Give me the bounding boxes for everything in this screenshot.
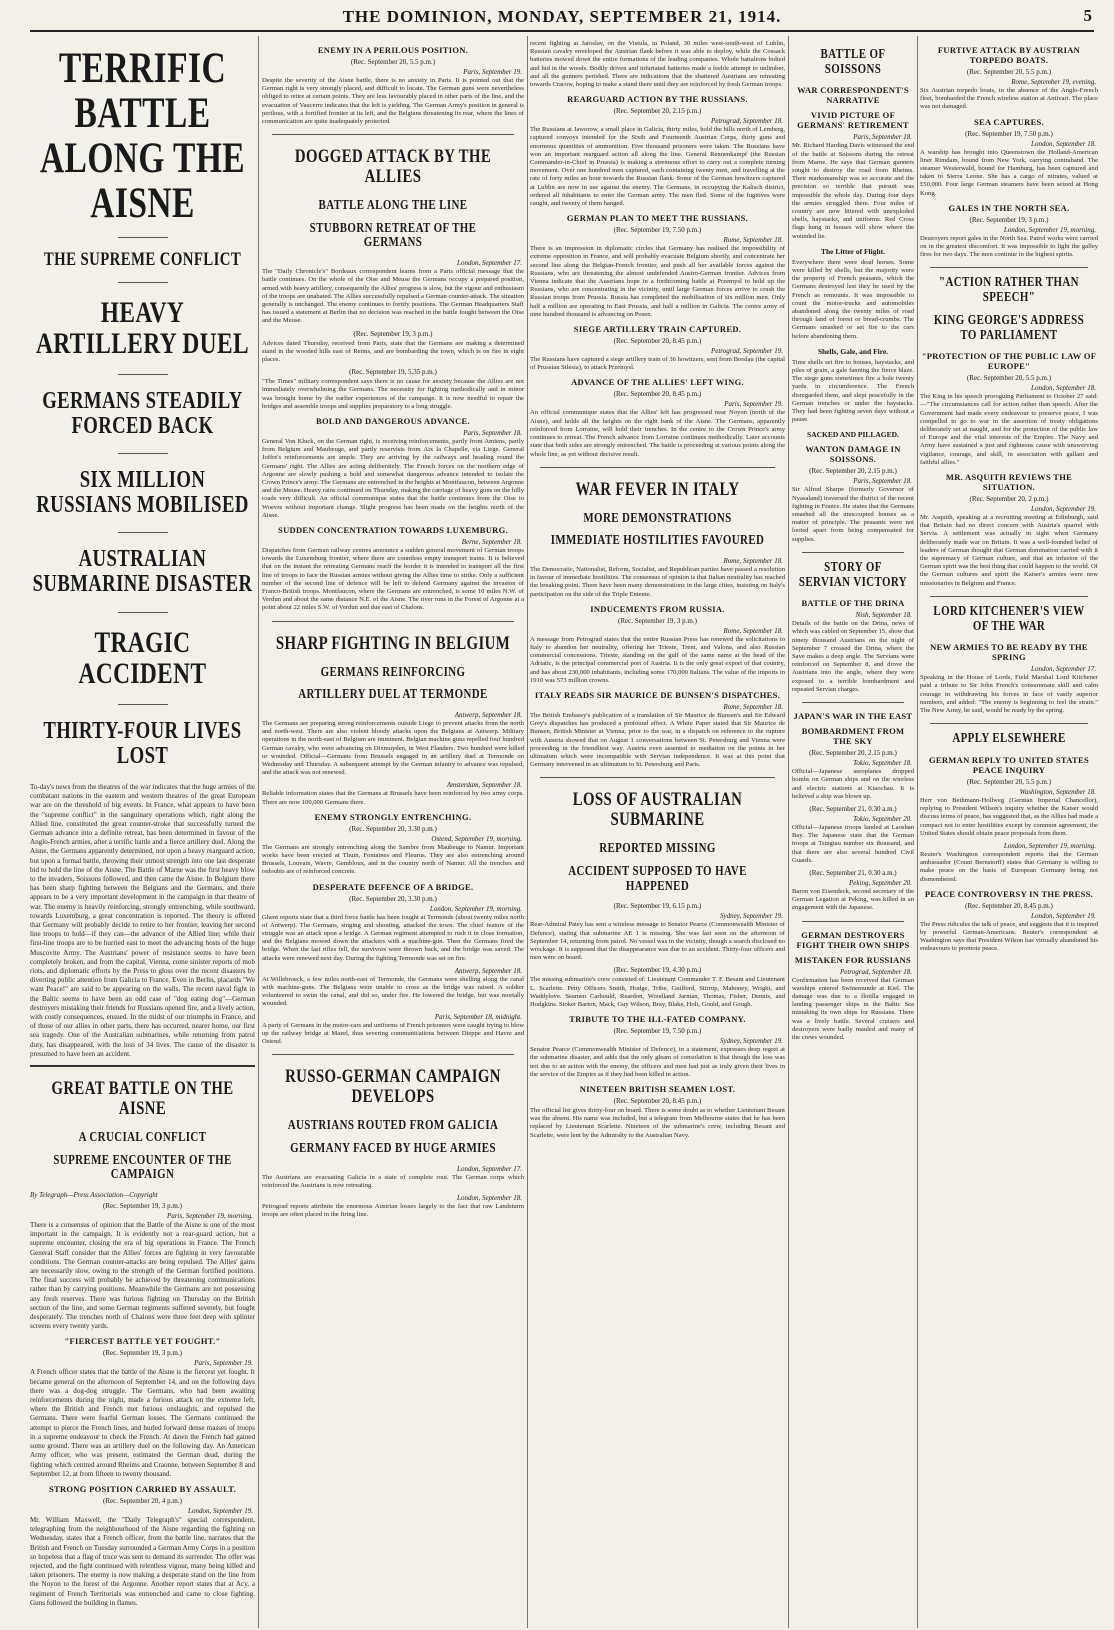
article-text: There is a consensus of opinion that the Battle of the Aisne is one of the most important in the campaign. It is evidently not a rear-guard action, but a supreme encounter, closing the era of big operations in France. The French General Staff consider that the Allies' forces are fighting in very favourable conditions. The German counter-attacks are being repulsed. The Allies' gains are necessarily slow, owing to the strength of the German fortified positions. The final success will probably be achieved by threatening communications rather than by carrying positions. Meanwhile the Germans are not possessing any fresh reserves. There was furious fighting on Thursday on the British section of the line, and some German regiments suffered severely, but fought desperately. The trenches north of Chalons were three feet deep with splinter screens every twenty yards. [30, 1221, 255, 1331]
article-text: The Germans are strongly entrenching along the Sambre from Maubeuge to Namur. Important works have been erected at Thuin, Fontaines and Fleurus. They are also entrenching around Brussels, Louvain, Wavre, Gembloux, and in the country north of Namur. All the trenches and redoubts are of reinforced concrete. [262, 843, 524, 876]
article-text: Six Austrian torpedo boats, in the absence of the Anglo-French fleet, bombarded the French wireless station at Antivari. The place was not damaged. [920, 87, 1098, 111]
subheading: INDUCEMENTS FROM RUSSIA. [590, 603, 725, 614]
headline: IMMEDIATE HOSTILITIES FAVOURED [550, 533, 765, 549]
subheading: MISTAKEN FOR RUSSIANS [794, 954, 912, 965]
article-text: Confirmation has been received that German warships entered Swinemunde at Kiel. The damage was due to a flotilla engaged in landing passenger ships in the Baltic Sea mistaking its own ships for Russians. There was a lively battle. Several cruisers and destroyers were badly mauled and many of the crews wounded. [792, 976, 914, 1041]
article-text: Mr. Asquith, speaking at a recruiting meeting at Edinburgh, said that Britain had no direct concern with Austria's quarrel with Servia. A settlement was actually in sight when Germany deliberately made war on Britain. It was a well-founded belief of leaders of German thought that German domination carried with it the supremacy of German culture, and that an infusion of the German spirit was the best thing that could happen to the world. Of the German cultures and spirit the Kaiser's armies were now missionaries in Belgium and France. [920, 514, 1098, 587]
headline: STORY OF SERVIAN VICTORY [798, 559, 908, 590]
divider [802, 552, 904, 553]
headline: AUSTRIANS ROUTED FROM GALICIA [287, 1118, 499, 1134]
article-text: Everywhere there were dead horses. Some were killed by shells, but the majority were the property of French peasants, which the Germans destroyed lest they be used by the French as remounts. It was impossible to count the motor-trucks and automobiles abandoned along the twenty miles of road through land of forest or bread-crumbs. The Germans smashed or set fire to the cars before abandoning them. [792, 258, 914, 340]
column-4 [792, 40, 914, 1628]
headline: MORE DEMONSTRATIONS [583, 510, 732, 526]
headline: HEAVY ARTILLERY DUEL [36, 295, 249, 360]
dateline: Paris, September 19. [724, 400, 783, 409]
dateline: London, September 19, morning. [429, 904, 522, 913]
received-line: (Rec. September 20, 8.45 p.m.) [965, 901, 1053, 910]
dateline: London, September 19. [1031, 911, 1096, 920]
dateline: Rome, September 19, evening. [1011, 78, 1096, 86]
article-text: The Russians have captured a siege artillery train of 36 howitzers, sent from Breslau (the capital of Prussian Silesia), to attack Przemysl. [530, 356, 785, 372]
article-text: To-day's news from the theatres of the war indicates that the huge armies of the combatant nations in the eastern and western theatres of the great European war are on the threshold of big events. In France, what appears to have been the "supreme conflict" in the sanguinary operations which, right along the Allied line, constituted the great counter-stroke that successfully turned the German advance into a definite retreat, has been determined in favour of the Anglo-French armies, after a terrific battle and a fierce artillery duel. Along the Aisne, the Germans apparently determined, not upon a heavy rearguard action, but upon a formal battle, throwing their utmost strength into one last desperate bid to hold the line of the Aisne. The Battle of Marne was the first heavy blow to the invaders, Soissons followed, and then came the Aisne. In Belgium there has been sharp fighting between the Belgians and the Germans, and there appears to be a very important development in the campaign in that theatre of war. The enemy is heavily reinforcing, strongly entrenching, while southward, towards Luxemburg, a great concentration is reported. The theory is offered that Germany will probably decide to retire to her frontier, leaving her second line troops to hold—if they can—the advance of the Allied line; while their first-line troops are to be hurried east to meet the advancing hosts of the huge Muscovite Army. The Austrians' power of resistance seems to have been completely broken, and from the capital, Vienna, come sinister reports of mob riots, and diplomatic efforts by the Press to gloss over the recent disasters by diverting public attention from Galicia to France. Even in Berlin, placards "We want Peace!" are said to be appearing on the walls. The recent naval fight in the Baltic seems to have been an odd case of "dog eating dog"—German destroyers mistaking their friends for Russians opened fire, and a lively action, with costly consequences, ensued. In the midst of our triumphs in France, and of those of our allies in other parts, there has occurred, nearer home, our first sea tragedy. One of the Australian submarines, while returning from patrol duty, has disappeared, with the loss of 34 lives. The cause of the disaster is presumed to have been an accident. [30, 783, 255, 1058]
page-number: 5 [1083, 6, 1092, 25]
received-line: (Rec. September 20, 5.5 p.m.) [350, 58, 436, 66]
side-heading: The Litter of Flight. [820, 246, 886, 256]
received-line: (Rec. September 20, 2.15 p.m.) [809, 749, 897, 758]
dateline: Sydney, September 19. [720, 912, 783, 921]
column-2 [262, 40, 524, 1628]
received-line: (Rec. September 19, 5.35 p.m.) [349, 368, 437, 377]
subheading: ENEMY IN A PERILOUS POSITION. [317, 45, 469, 55]
article-text: The King in his speech proroguing Parliament to October 27 said:—"The circumstances call for action rather than speech. After the Government had made every endeavour to preserve peace, I was compelled to go to war in the assertion of treaty obligations deliberately set at naught, and for the protection of the public law of Europe and the vital interests of the Empire. The Navy and Army have sustained a just and righteous cause with unswerving vigilance, courage, and skill, in association with gallant and faithful allies." [920, 393, 1098, 466]
article-text: An official communique states that the Allies' left has progressed near Noyon (north of the Aisne), and holds all the heights on the right bank of the Aisne. The Germans, apparently reinforced from Lorraine, will hold their trenches. In the centre to the Crown Prince's army continues to retreat. The French advance from Lorraine continues methodically. Later accounts state that both sides are strongly entrenched. The battle is proceeding at various points along the whole line, as yet without decisive result. [530, 409, 785, 458]
article-text: Advices dated Thursday, received from Paris, state that the Germans are making a determined stand in the wooded hills east of Reims, and are bombarding the town, which is on fire in eight places. [262, 339, 524, 363]
article-text: Herr von Bethmann-Hollweg (German Imperial Chancellor), replying to President Wilson's inquiry whether the Kaiser would discuss terms of peace, has suggested that, as the Allies had made a compact not to enter hostilities except by common agreement, the United States should obtain peace proposals from them. [920, 796, 1098, 837]
subheading: GERMAN PLAN TO MEET THE RUSSIANS. [566, 213, 749, 224]
dateline: Rome, September 18. [723, 236, 783, 245]
column-5 [920, 40, 1098, 1628]
headline: KING GEORGE'S ADDRESS TO PARLIAMENT [933, 312, 1085, 343]
headline: BATTLE ALONG THE LINE [318, 198, 468, 214]
received-line: (Rec. September 19, 3 p.m.) [618, 616, 697, 625]
subheading: PEACE CONTROVERSY IN THE PRESS. [924, 888, 1094, 899]
headline: RUSSO-GERMAN CAMPAIGN DEVELOPS [285, 1066, 501, 1108]
subheading: WANTON DAMAGE IN SOISSONS. [805, 444, 901, 465]
dateline: London, September 17. [1031, 665, 1096, 674]
dateline: Paris, September 18, midnight. [434, 1012, 522, 1021]
received-line: (Rec. September 20, 3.30 p.m.) [349, 824, 437, 833]
side-heading: SACKED AND PILLAGED. [807, 430, 899, 440]
article-text: The Russians at Jaworow, a small place in Galicia, thirty miles, hold the hills north of Lemberg, captured convoys intended for the Sixth and Fourteenth Austrian Corps, thirty guns and enormous quantities of ammunition. Five thousand prisoners were taken. The Russians have won an important rearguard action all along the line. General Rennenkampf (the Russian Commander-in-Chief in Prussia) is making a strenuous effort to carry out a complete turning movement. Over one hundred men captured, each containing twenty men, and travelling at the rate of forty miles an hour towards the Russian flank. Some of the German howitzers captured at Lublin are now in use against the enemy. The Germans, in occupying the Kalisch district, ordered all inhabitants to enter the German army. The men fled. Some of the fugitives were caught, and twenty of them hanged. [530, 126, 785, 208]
received-line: (Rec. September 20, 5.5 p.m.) [966, 68, 1052, 76]
article-text: Official—Japanese troops landed at Laoshan Bay. The Japanese state that the German troops at Tsingtau number six thousand, and that there are also several hundred Civil Guards. [792, 823, 914, 864]
subheading: DESPERATE DEFENCE OF A BRIDGE. [312, 881, 474, 892]
dateline: London, September 17. [457, 1164, 522, 1173]
dateline: London, September 18. [457, 1193, 522, 1202]
article-text: Reuter's Washington correspondent reports that the German ambassador (Count Bernstorff) states that Germany is willing to make peace on the basis of European Germany being not dismembered. [920, 850, 1098, 883]
headline: AUSTRALIAN SUBMARINE DISASTER [32, 546, 253, 598]
article-text: "The Times" military correspondent says there is no cause for anxiety because the Allies are not immediately overwhelming the Germans. The necessity for fighting methodically and in minor was brought home by the earlier experiences of the campaign. It is now needful to repair the bridges and assemble troops and supplies preparatory to a long struggle. [262, 378, 524, 410]
dateline: Washington, September 18. [1019, 787, 1096, 796]
dateline: Paris, September 18. [463, 429, 522, 437]
dateline: London, September 18. [1031, 139, 1096, 148]
subheading: REARGUARD ACTION BY THE RUSSIANS. [567, 94, 748, 105]
received-line: (Rec. September 20, 2 p.m.) [969, 495, 1049, 504]
received-line: (Rec. September 20, 2.15 p.m.) [613, 107, 702, 116]
dateline: Petrograd, September 18. [839, 967, 912, 976]
masthead [30, 4, 1094, 32]
subheading: MR. ASQUITH REVIEWS THE SITUATION. [945, 472, 1073, 493]
article-text: A warship has brought into Queenstown the Holland-American liner Rimdam, bound from New York, carrying contraband. The steamer Westerwald, bound for Hamburg, has been captured and taken to Sierra Leone. She has a cargo of nitrates, valued at £50,000. Four large German steamers have been seized at Hong Kong. [920, 148, 1098, 197]
article-text: Sir Alfred Sharpe (formerly Governor of Nyasaland) traversed the district of the recent fighting in France. He states that the Germans smashed all the unoccupied houses as a matter of principle. The peasants were not looted apart from being compensated for supplies. [792, 486, 914, 543]
dateline: Tokio, September 20. [853, 814, 912, 823]
received-line: (Rec. September 19, 3 p.m.) [103, 1202, 182, 1211]
headline: SIX MILLION RUSSIANS MOBILISED [36, 466, 249, 519]
received-line: (Rec. September 19, 7.50 p.m.) [613, 226, 702, 235]
headline: STUBBORN RETREAT OF THE GERMANS [309, 220, 477, 251]
received-line: (Rec. September 20, 2.15 p.m.) [809, 467, 897, 476]
dateline: Rome, September 18. [723, 557, 783, 566]
headline: TRAGIC ACCIDENT [78, 625, 207, 691]
column-rule [258, 36, 259, 1628]
side-heading: Shells, Gale, and Fire. [817, 346, 889, 356]
article-text: General Von Kluck, on the German right, is receiving reinforcements, partly from Amiens, partly from Belgium and Maubeuge, and partly reservists from Aix la Chapelle, via Liege. General Joffre's reinforcements are ample. They are arriving by the railways and heading round the Germans' right. The Allies are acting deliberately. The French forces on the northern edge of Argonne are slowly pushing a bold and somewhat dangerous advance intended to isolate the Crown Prince's army. The Germans are entrenched in the heights at Montfaucon, between Argonne and the Meuse. Heavy rains continued on Thursday, making the carriage of heavy guns on the hilly roads very difficult. An official communique states that the battle continues from the Oise to Woevre without important change. Slight progress has been made on the heights north of the Aisne. [262, 438, 524, 519]
headline: DOGGED ATTACK BY THE ALLIES [294, 146, 492, 188]
dateline: London, September 17. [457, 259, 522, 268]
subheading: GERMAN DESTROYERS FIGHT THEIR OWN SHIPS [796, 929, 910, 950]
subheading: TRIBUTE TO THE ILL-FATED COMPANY. [569, 1014, 746, 1025]
divider [30, 1065, 255, 1067]
dateline: Sydney, September 19. [720, 1037, 783, 1046]
article-text: The Germans are preparing strong reinforcements outside Liege to prevent attacks from the north and north-west. There are also violent bloody attacks upon the Belgians at Antwerp. Military operations in the north-east of Belgium are imminent. Belgian machine guns repelled four hundred German cavalry, who were advancing on Dixmuyden, in West Flanders. Two hundred were killed or wounded. Official—Germans from Brussels engaged in an artillery duel at Termonde on Wednesday and Thursday. A subsequent attempt by the German infantry to advance was repulsed, and the attack was not renewed. [262, 719, 524, 777]
subheading: ITALY READS SIR MAURICE DE BUNSEN'S DISPATCHES. [534, 690, 781, 701]
subheading: BOMBARDMENT FROM THE SKY [801, 726, 905, 747]
headline: LOSS OF AUSTRALIAN SUBMARINE [572, 789, 743, 831]
headline: REPORTED MISSING [599, 841, 716, 857]
received-line: (Rec. September 20, 3.30 p.m.) [349, 894, 437, 903]
subheading: WAR CORRESPONDENT'S NARRATIVE [797, 85, 909, 106]
article-text: A party of Germans in the motor-cars and uniforms of French prisoners were caught trying to blow up the railway bridge at Mazel, thus severing communications between Dieppe and Havre and Ostend. [262, 1021, 524, 1046]
divider [930, 596, 1088, 597]
headline: APPLY ELSEWHERE [952, 731, 1066, 747]
headline: ACCIDENT SUPPOSED TO HAVE HAPPENED [568, 864, 747, 894]
separator [118, 612, 168, 613]
subheading: JAPAN'S WAR IN THE EAST [793, 711, 913, 722]
received-line: (Rec. September 20, 5.5 p.m.) [966, 374, 1052, 383]
headline: THIRTY-FOUR LIVES LOST [43, 717, 242, 769]
received-line: (Rec. September 19, 7.50 p.m.) [613, 1027, 702, 1036]
subheading: STRONG POSITION CARRIED BY ASSAULT. [48, 1483, 237, 1494]
dateline: Antwerp, September 18. [454, 710, 522, 719]
headline: SUPREME ENCOUNTER OF THE CAMPAIGN [53, 1152, 232, 1183]
dateline: Petrograd, September 18. [710, 117, 783, 126]
subheading: "FIERCEST BATTLE YET FOUGHT." [64, 1336, 221, 1347]
subheading: BATTLE OF THE DRINA [801, 598, 905, 609]
received-line: (Rec. September 21, 0.30 a.m.) [809, 868, 897, 877]
headline: GREAT BATTLE ON THE AISNE [51, 1078, 234, 1120]
headline: A CRUCIAL CONFLICT [78, 1129, 207, 1145]
dateline: Paris, September 19. [194, 1359, 253, 1368]
subheading: NINETEEN BRITISH SEAMEN LOST. [579, 1084, 736, 1095]
dateline: London, September 19, morning. [1003, 225, 1096, 234]
dateline: Antwerp, September 18. [454, 966, 522, 975]
subheading: NEW ARMIES TO BE READY BY THE SPRING [930, 642, 1088, 663]
received-line: (Rec. September 20, 8.45 p.m.) [613, 337, 702, 346]
dateline: Berne, September 18. [461, 538, 522, 547]
dateline: Nish, September 18. [855, 611, 912, 620]
article-text: The Austrians are evacuating Galicia in a state of complete rout. The German corps which reinforced the Austrians is now retreating. [262, 1173, 524, 1189]
received-line: (Rec. September 19, 4.30 p.m.) [613, 966, 702, 975]
dateline: Paris, September 18. [853, 133, 912, 142]
subheading: GERMAN REPLY TO UNITED STATES PEACE INQUIRY [928, 754, 1089, 775]
subheading: FURTIVE ATTACK BY AUSTRIAN TORPEDO BOATS. [937, 45, 1081, 65]
article-text: The Democratic, Nationalist, Reform, Socialist, and Republican parties have passed a resolution in favour of immediate hostilities. The consensus of opinion is that Italian neutrality has reached the breaking point. There have been many demonstrations in the large cities, insisting on Italy's participation on the side of the Triple Entente. [530, 566, 785, 598]
subheading: ADVANCE OF THE ALLIES' LEFT WING. [571, 377, 744, 388]
dateline: Rome, September 18. [723, 626, 783, 635]
article-text: Details of the battle on the Drina, news of which was cabled on September 15, show that ninety thousand Austrians on the night of September 7 crossed the Drina, where the Save makes a deep angle. The Servians were reinforced on September 8, and drove the Austrians into the angle, where they were exposed to a terrible bombardment and repeated Servian charges. [792, 620, 914, 693]
subheading: GALES IN THE NORTH SEA. [948, 202, 1070, 213]
separator [118, 453, 168, 454]
article-text: Rear-Admiral Patey has sent a wireless message to Senator Pearce (Commonwealth Minister of Defence), stating that submarine AE 1 is missing. She was last seen on the afternoon of September 14, returning from patrol. No vessel was in the vicinity, though a search disclosed no wreckage. It is supposed that the disappearance was due to an accident. Thirty-four officers and men were on board. [530, 921, 785, 962]
divider [802, 702, 904, 703]
article-text: Speaking in the House of Lords, Field Marshal Lord Kitchener paid a tribute to Sir John French's consummate skill and calm courage in withdrawing his forces in face of vastly superior numbers, and added: "The enemy is beginning to feel the strain." The New Army, he said, would be ready by the spring. [920, 674, 1098, 715]
article-text: The "Daily Chronicle's" Bordeaux correspondent learns from a Paris official message that the battle continues. On the whole of the Oise and Meuse the Germans occupy a prepared position, armed with heavy artillery, consequently the Allies' progress is slow, but the vigour and enthusiasm of the troops are unabated. The Allies successfully repulsed a German counter-attack. The situation generally is unchanged. The enemy continues to fortify positions. The German Headquarters Staff has issued a statement at Berlin that no decision was reached in the battle fought between the Oise and the Meuse. [262, 268, 524, 325]
subheading: VIVID PICTURE OF GERMANS' RETIREMENT [797, 110, 909, 131]
divider [930, 723, 1088, 724]
dateline: Peking, September 20. [849, 878, 912, 887]
headline: GERMANY FACED BY HUGE ARMIES [290, 1140, 496, 1156]
article-text: A message from Petrograd states that the entire Russian Press has renewed the solicitations to Italy to abandon her neutrality, offering her Trieste, Trent, and Valona, and also Russian commercial concessions. Trieste, standing on the gulf of the same name at the head of the Adriatic, is the principal commercial port of Austria. It is the only great export of that country, and has about 230,000 inhabitants, including some 170,000 Italians. The value of the imports in 1910 was 573 million crowns. [530, 635, 785, 684]
dateline: Ostend, September 19, morning. [431, 834, 522, 843]
article-text: A French officer states that the battle of the Aisne is the fiercest yet fought. It became general on the afternoon of September 14, and on the following days there was a dog-dog struggle. The Germans, who had been awaiting reinforcements during the night, made a furious attack on the extreme left, where the British and French met furious onslaughts, and repulsed the Germans. There were fearful German losses. The Germans continued the attempt to pierce the French lines, and hurled forward dense masses of troops in a supreme endeavour to check the French. At dawn the French had gained some ground. There was an artillery duel on the following day. An American Army officer, who was present, estimated the German dead, during the fighting which centred around Rheims and Craonne, between September 8 and September 12, at from fifteen to twenty thousand. [30, 1368, 255, 1478]
column-1 [30, 40, 255, 1628]
article-text: Dispatches from German railway centres announce a sudden general movement of German troops towards the Luxemburg frontier, where there are countless empty transport trains. It is believed that on the instant the retreating Germans reach the border it is intended to transport all the first line of troops to face the Russian armies without giving the Allies time to strike. Only a sufficient number of the second line of defence will be left to defend Germany against the invasion of Franco-British troops. Montfaucon, where the Germans are entrenched, is some 10 miles N.W. of Verdun and about the same distance N.E. of the Aisne. The river runs in the Forest of Argonne at a point about 22 miles S.W. of Verdun and due east of Chalons. [262, 547, 524, 612]
dateline: Paris, September 19. [463, 68, 522, 76]
received-line: (Rec. September 21, 0.30 a.m.) [809, 804, 897, 813]
headline: SHARP FIGHTING IN BELGIUM [275, 632, 511, 654]
column-rule [917, 36, 918, 1628]
subheading: ENEMY STRONGLY ENTRENCHING. [314, 811, 472, 822]
article-text: Despite the severity of the Aisne battle, there is no anxiety in Paris. It is pointed out that the German right is very strongly placed, and difficult to locate. The German guns were nevertheless obliged to retire at certain points. They are less favourably placed in other parts of the line, and the evacuation of Vaucerre indicates that the left is yielding. The German Army's position in general is perilous, with a fortified frontier at its left, and the Belgians threatening its rear, where the lines of communication are quite inadequately protected. [262, 77, 524, 126]
headline: GERMANS REINFORCING [320, 664, 466, 680]
divider [272, 134, 514, 135]
article-text: There is an impression in diplomatic circles that Germany has realised the impossibility of extreme opposition in France, and will probably evacuate Belgium shortly, and concentrate her second line along the Belgian-French frontier, and push all her available forces against the Russians, who are threatening the almost undefended Austro-German frontier. Advices from Vienna indicate that the Austrians hope in a forthcoming battle at Przemysl to hold up the Russians, who are concentrating in the vicinity, until large German forces arrive to crush the Russian troops from Prussia. Russia has completed the mobilisation of six million men. Only half a million are operating in East Prussia, and half a million in Galicia. The centre army of nine hundred thousand is advancing on Posen. [530, 245, 785, 318]
headline: THE SUPREME CONFLICT [43, 248, 242, 270]
headline: BATTLE OF SOISSONS [820, 47, 886, 77]
byline: By Telegraph—Press Association—Copyright [30, 1191, 158, 1200]
column-rule [527, 36, 528, 1628]
article-text: The Press ridicules the talk of peace, and suggests that it is inspired by powerful German-Americans. Reuter's correspondent at Washington says that President Wilson has virtually abandoned his endeavours to promote peace. [920, 920, 1098, 953]
dateline: Petrograd, September 19. [710, 347, 783, 356]
dateline: London, September 19. [1031, 505, 1096, 514]
dateline: Rome, September 18. [723, 703, 783, 712]
received-line: (Rec. September 19, 3 p.m.) [103, 1349, 182, 1358]
article-text: Time shells set fire to houses, haystacks, and piles of grain, a gale fanning the fierce blaze. The siege guns sometimes fire a hole twenty yards in circumference. The French disregarded them, and slept peacefully in the German trenches or under the haystacks. They had been fighting seven days without a pause. [792, 358, 914, 424]
article-text: Mr. William Maxwell, the "Daily Telegraph's" special correspondent, telegraphing from the neighbourhood of the Aisne regarding the fighting on Wednesday, states that a French officer, from the battle line, narrates that the British and French on Tuesday surrounded a German Army Corps in a position so hopeless that a flag of truce was sent to demand its surrender. The offer was rejected, and the fight continued with relentless vigour, many being killed and taken prisoners. The enemy is now making a desperate stand on the line from the Noyon to the forest of the Argonne. Another report states that at Acy, a regiment of French Territorials was entrenched and came to close fighting. Guns followed the building in flames. [30, 1515, 255, 1607]
divider [272, 1054, 514, 1055]
received-line: (Rec. September 19, 7.50 p.m.) [965, 129, 1053, 138]
article-text: recent fighting at Jaroslav, on the Vistula, in Poland, 30 miles west-south-west of Lublin, Russian cavalry enveloped the Austrian flank before it was able to deploy, while the Cossack batteries mowed down the entire formations of the leading companies. Whole battalions bolted and hid in the woods. Bodily driven and infuriated batteries made a feeble attempt to unlimber, and all the gunners perished. There are indications that the shattered Austrians are retreating towards Cracow, hoping to make a stand there until they are reinforced by fresh German troops. [530, 40, 785, 89]
dateline: Tokio, September 18. [853, 759, 912, 768]
received-line: (Rec. September 20, 5.5 p.m.) [966, 777, 1052, 786]
article-text: Mr. Richard Harding Davis witnessed the end of the battle at Soissons during the retreat from Marne. He says that German gunners sought to destroy the road from Rheims. Their marksmanship was so accurate and the precision so terrible that pursuit was impossible the whole day. During four days the armies struggled there. Four miles of country are now littered with unexploded shells, haystacks, and uniforms. Red Cross flags hung in houses will show where the wounded lie. [792, 142, 914, 240]
article-text: Destroyers report gales in the North Sea. Patrol works were carried on in the greatest discomfort. It was impossible to light the galley fires for two days. The men continue in the highest spirits. [920, 234, 1098, 259]
article-text: The British Embassy's publication of a translation of Sir Maurice de Bunsen's and Sir Edward Grey's dispatches has produced a profound effect. A White Paper stated that Sir Maurice de Bunsen, British Minister at Vienna, prior to the war, in a dispatch on reference to the rupture with Austria showed that on August 1 conversations between St. Petersburg and Vienna were proceeding in the friendliest way. Austria even assented to mediation on the points in her ultimatum which were incompatible with Servian independence. It was at this point that Germany intervened in an ultimatum to St. Petersburg and Paris. [530, 712, 785, 769]
subheading: "PROTECTION OF THE PUBLIC LAW OF EUROPE" [921, 351, 1097, 372]
subheading: BOLD AND DANGEROUS ADVANCE. [316, 416, 470, 426]
headline: "ACTION RATHER THAN SPEECH" [939, 275, 1079, 306]
separator [118, 704, 168, 705]
main-headline: TERRIFIC BATTLE ALONG THE AISNE [39, 45, 246, 228]
divider [540, 777, 775, 778]
article-text: Petrograd reports attribute the enormous Austrian losses largely to the fact that raw Landsturm troops are often placed in the firing line. [262, 1202, 524, 1219]
received-line: (Rec. September 20, 8.45 p.m.) [613, 390, 702, 399]
separator [118, 374, 168, 375]
headline: WAR FEVER IN ITALY [575, 478, 740, 500]
headline: ARTILLERY DUEL AT TERMONDE [298, 687, 488, 703]
divider [802, 921, 904, 922]
article-text: Senator Pearce (Commonwealth Minister of Defence), in a statement, expresses deep regret at the submarine disaster, and adds that the only gleam of consolation is that though the loss was not due to an action with the enemy, the officers and men had just as truly given their lives in the service of the Empire as if they had been killed in action. [530, 1046, 785, 1078]
received-line: (Rec. September 19, 6.15 p.m.) [613, 902, 702, 911]
subheading: SUDDEN CONCENTRATION TOWARDS LUXEMBURG. [278, 525, 508, 536]
article-text: The missing submarine's crew consisted of: Lieutenant Commander T. F. Besant and Lieutenant L. Scarlette. Petty Officers Smith, Hodge, Tribe, Guilford, Stirrup, Mahoney, Wright, and Waddylove. Seamen Carbould, Reardon, Woodland Jarman, Thomas, Fisher, Dennis, and Hodgkins. Stoker Barton, Mack, Guy Wilson, Bray, Blake, Holt, Gould, and Gough. [530, 976, 785, 1009]
dateline: London, September 19. [188, 1506, 253, 1515]
dateline: Amsterdam, September 18. [446, 781, 522, 790]
dateline: Paris, September 19, morning. [167, 1212, 253, 1221]
article-text: Ghent reports state that a third force battle has been fought at Termonde (about twenty miles north of Antwerp). The Germans, singing and shouting, attacked the town. The chief feature of the struggle was an attack upon a bridge. A German regiment attempted to rush it in close formation, and the Belgians mowed down the attackers with a machine-gun. Then the Germans fired the bridge. When the last rifles fell, the survivors were thrown back, and the bridge was saved. The attacks were renewed next day. During the fighting Termonde was set on fire. [262, 913, 524, 962]
divider [272, 621, 514, 622]
headline: GERMANS STEADILY FORCED BACK [42, 387, 243, 439]
article-text: At Willebroeck, a few miles north-east of Termonde, the Germans were shelling along the canal with machine-guns. The Belgians were unable to cross as the bridge was raised. A soldier volunteered to swim the canal, and did so, under fire. He lowered the bridge, but was mortally wounded. [262, 975, 524, 1008]
dateline: Paris, September 18. [853, 477, 912, 486]
separator [118, 237, 168, 238]
column-3 [530, 40, 785, 1628]
divider [540, 467, 775, 468]
column-rule [788, 36, 789, 1628]
separator [118, 282, 168, 283]
dateline: London, September 18. [1031, 384, 1096, 393]
masthead-title: THE DOMINION, MONDAY, SEPTEMBER 21, 1914. [342, 7, 782, 26]
headline: LORD KITCHENER'S VIEW OF THE WAR [933, 603, 1085, 634]
received-line: (Rec. September 20, 8.45 p.m.) [613, 1097, 702, 1106]
dateline: London, September 19, morning. [1003, 841, 1096, 850]
received-line: (Rec. September 20, 4 p.m.) [103, 1496, 182, 1505]
received-line: (Rec. September 19, 3 p.m.) [353, 329, 433, 338]
divider [930, 267, 1088, 268]
subheading: SEA CAPTURES. [973, 116, 1045, 127]
separator [118, 532, 168, 533]
article-text: Baron von Eisendeck, second secretary of the German Legation at Peking, was killed in an engagement with the Japanese. [792, 887, 914, 912]
article-text: Reliable information states that the Germans at Brussels have been reinforced by two army corps. There are now 100,000 Germans there. [262, 790, 524, 806]
received-line: (Rec. September 19, 3 p.m.) [969, 215, 1049, 224]
article-text: The official list gives thirty-four on board. There is some doubt as to whether Lieutenant Besant was the absent. His name was included, but a telegram from Melbourne states that he has been replaced by Lieutenant Scarlette. Nineteen of the submarine's crew, including Besant and Scarlette, were lent by the Admiralty to the Australian Navy. [530, 1107, 785, 1139]
subheading: SIEGE ARTILLERY TRAIN CAPTURED. [573, 324, 742, 335]
article-text: Official—Japanese aeroplanes dropped bombs on German ships and on the wireless and electric stations at Kiaochau. It is believed a ship was blown up. [792, 768, 914, 800]
